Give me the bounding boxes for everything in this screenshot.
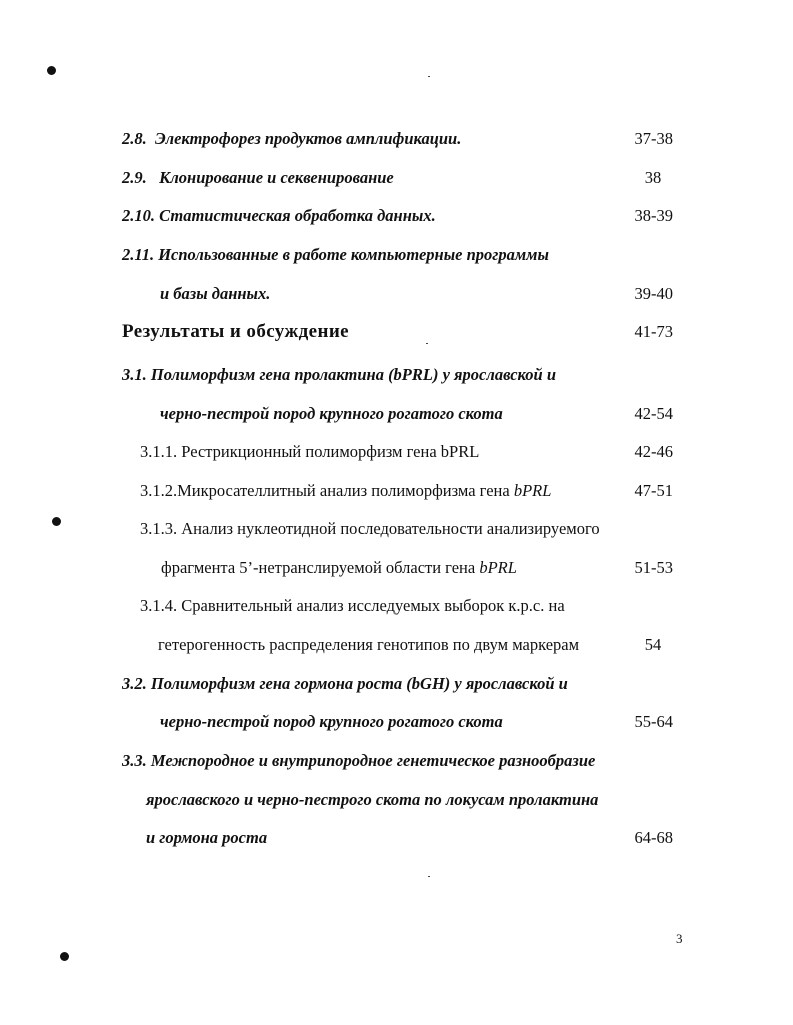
- toc-entry-2-11-cont[interactable]: [0, 283, 793, 311]
- page-range: 42-46: [634, 442, 673, 461]
- scan-speck: [428, 76, 430, 77]
- chapter-title: Результаты и обсуждение: [122, 321, 350, 342]
- toc-entry-3-1-3[interactable]: [0, 518, 793, 546]
- section-title-continued: черно-пестрой пород крупного рогатого скота: [160, 404, 503, 423]
- section-title: Статистическая обработка данных.: [159, 206, 436, 225]
- section-number: 3.1.3.: [140, 519, 178, 538]
- section-title-continued: гетерогенность распределения генотипов по двум маркерам: [158, 635, 580, 654]
- section-title-continued: фрагмента 5’-нетранслируемой области гена: [161, 558, 476, 577]
- section-title: Полиморфизм гена гормона роста (bGH) у ярославской и: [150, 674, 568, 693]
- section-number: 2.10.: [122, 206, 155, 225]
- page-range: 38: [644, 168, 662, 187]
- section-title: Анализ нуклеотидной последовательности анализируемого: [181, 519, 600, 538]
- section-number: 2.9.: [122, 168, 147, 187]
- toc-entry-3-1-1[interactable]: [0, 441, 793, 469]
- section-number: 3.1.1.: [140, 442, 178, 461]
- toc-entry-results[interactable]: [0, 321, 793, 349]
- toc-entry-2-11[interactable]: [0, 244, 793, 272]
- toc-entry-3-3-cont[interactable]: [0, 789, 793, 817]
- page-number: 3: [676, 931, 683, 946]
- section-title: Полиморфизм гена пролактина (bPRL) у ярославской и: [150, 365, 557, 384]
- section-number: 3.1.4.: [140, 596, 178, 615]
- scan-mark-top: [47, 66, 56, 75]
- toc-entry-2-9[interactable]: [0, 167, 793, 195]
- page-range: 51-53: [634, 558, 673, 577]
- section-title: Рестрикционный полиморфизм гена bPRL: [181, 442, 480, 461]
- toc-entry-2-10[interactable]: [0, 205, 793, 233]
- section-title: Межпородное и внутрипородное генетическое разнообразие: [150, 751, 596, 770]
- page-range: 64-68: [634, 828, 673, 847]
- toc-entry-3-2-cont[interactable]: [0, 711, 793, 739]
- section-title-continued: черно-пестрой пород крупного рогатого скота: [160, 712, 503, 731]
- section-number: 3.1.2.: [140, 481, 178, 500]
- section-title: Микросателлитный анализ полиморфизма гена: [177, 481, 510, 500]
- section-title: Электрофорез продуктов амплификации.: [155, 129, 462, 148]
- toc-entry-3-3-cont2[interactable]: [0, 827, 793, 855]
- page-range: 47-51: [634, 481, 673, 500]
- toc-entry-3-1-2[interactable]: [0, 480, 793, 508]
- toc-entry-3-1-4[interactable]: [0, 595, 793, 623]
- page-range: 55-64: [634, 712, 673, 731]
- toc-entry-3-1[interactable]: [0, 364, 793, 392]
- section-title-continued: и гормона роста: [146, 828, 268, 847]
- section-title: Использованные в работе компьютерные программы: [158, 245, 549, 264]
- toc-entry-3-1-cont[interactable]: [0, 403, 793, 431]
- page-range: 38-39: [634, 206, 673, 225]
- gene-symbol: bPRL: [479, 558, 517, 577]
- toc-entry-3-1-4-cont[interactable]: [0, 634, 793, 662]
- section-number: 3.3.: [122, 751, 147, 770]
- toc-entry-3-2[interactable]: [0, 673, 793, 701]
- toc-entry-3-3[interactable]: [0, 750, 793, 778]
- toc-entry-2-8[interactable]: [0, 128, 793, 156]
- section-title-continued: и базы данных.: [160, 284, 271, 303]
- scan-mark-bottom: [60, 952, 69, 961]
- scan-speck: [428, 876, 430, 877]
- toc-entry-3-1-3-cont[interactable]: [0, 557, 793, 585]
- section-number: 3.1.: [122, 365, 147, 384]
- section-number: 2.8.: [122, 129, 147, 148]
- page-range: 54: [644, 635, 662, 654]
- page-range: 37-38: [634, 129, 673, 148]
- section-title: Сравнительный анализ исследуемых выборок к.р.с. на: [181, 596, 565, 615]
- section-title-continued: ярославского и черно-пестрого скота по локусам пролактина: [146, 790, 599, 809]
- page-range: 41-73: [634, 322, 673, 341]
- gene-symbol: bPRL: [513, 481, 552, 500]
- page-range: 42-54: [634, 404, 673, 423]
- page-range: 39-40: [634, 284, 673, 303]
- section-title: Клонирование и секвенирование: [159, 168, 394, 187]
- section-number: 2.11.: [122, 245, 155, 264]
- section-number: 3.2.: [122, 674, 147, 693]
